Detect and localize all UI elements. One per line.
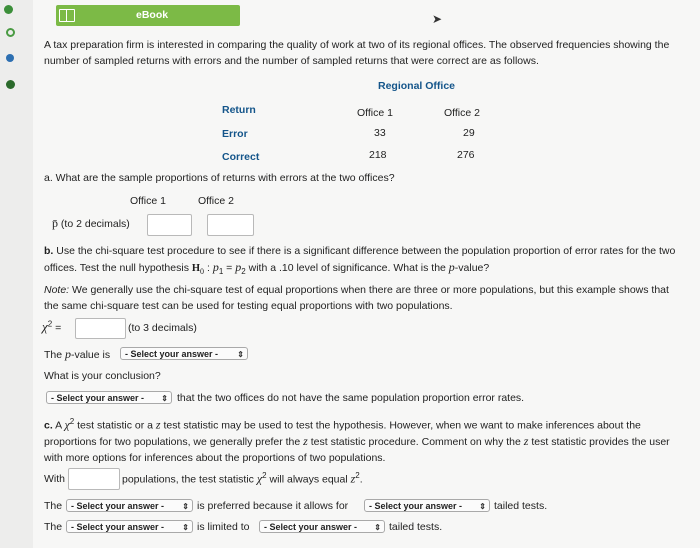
limited-tails-select[interactable]: - Select your answer - ⇕: [259, 520, 385, 533]
part-a-col1: Office 1: [130, 195, 166, 207]
populations-input[interactable]: [68, 468, 120, 490]
p-value-label: The p-value is: [44, 347, 111, 361]
conclusion-text: that the two offices do not have the same population proportion error rates.: [177, 392, 525, 404]
line2-the: The: [44, 521, 63, 533]
select-arrows-icon: ⇕: [237, 350, 244, 359]
mouse-cursor-icon: ➤: [432, 12, 443, 26]
part-b-text: b. Use the chi-square test procedure to see if there is a significant difference between the population proportion of error rates for the two offices. Test the null hypothesis $H_0$ : $p_1 = p_2$ with a .10 level of significance. What is the p-value?: [44, 245, 676, 276]
pbar-hint: (to 2 decimals): [60, 218, 130, 230]
select-arrows-icon: ⇕: [182, 502, 189, 511]
cell-correct-office-1: 218: [369, 149, 387, 161]
conclusion-question: What is your conclusion?: [44, 370, 161, 382]
book-icon: [59, 9, 75, 22]
pbar-office-2-input[interactable]: [207, 214, 254, 236]
select-arrows-icon: ⇕: [374, 523, 381, 532]
progress-dot-green: [4, 5, 13, 14]
pbar-symbol: p̄: [52, 216, 58, 230]
select-arrows-icon: ⇕: [182, 523, 189, 532]
part-a-col2: Office 2: [198, 195, 234, 207]
chi-square-label: $\chi^2$ =: [42, 319, 62, 334]
chi-square-input[interactable]: [75, 318, 126, 339]
progress-dot-green: [6, 28, 15, 37]
column-header-office-2: Office 2: [444, 107, 480, 119]
table-row-header: Return: [222, 104, 256, 116]
column-header-office-1: Office 1: [357, 107, 393, 119]
row-label-correct: Correct: [222, 151, 260, 163]
line1-the: The: [44, 500, 63, 512]
part-c-text: c. A $\chi^2$ test statistic or a z test statistic may be used to test the hypothesis. However, when we want to make inferences about the proportions for two populations, we generally prefer the z test statistic procedure. Comment on why the z test statistic provides the user with more options for inferences about the proportions of two populations.: [44, 417, 670, 464]
part-b-note: Note: We generally use the chi-square test of equal proportions when there are three or more populations, but this example shows that the same chi-square test can be used for testing equal proportions with two populations.: [44, 284, 669, 312]
intro-text: A tax preparation firm is interested in comparing the quality of work at two of its regional offices. The observed frequencies showing the number of sampled returns with errors and the number of sampled returns that were correct are as follows.: [44, 39, 670, 67]
select-arrows-icon: ⇕: [161, 394, 168, 403]
pbar-office-1-input[interactable]: [147, 214, 192, 236]
limited-test-select[interactable]: - Select your answer - ⇕: [66, 520, 193, 533]
cell-error-office-2: 29: [463, 127, 475, 139]
with-label: With: [44, 473, 65, 485]
line1-end: tailed tests.: [494, 500, 548, 512]
p-value-select[interactable]: - Select your answer - ⇕: [120, 347, 248, 360]
with-text: populations, the test statistic $\chi^2$ will always equal $z^2$.: [122, 471, 363, 486]
part-a-question: a. What are the sample proportions of returns with errors at the two offices?: [44, 172, 395, 184]
pbar-label: [52, 216, 130, 231]
chi-square-hint: (to 3 decimals): [128, 322, 197, 334]
select-arrows-icon: ⇕: [479, 502, 486, 511]
progress-dot-blue: [6, 54, 14, 62]
ebook-button[interactable]: eBook: [56, 5, 240, 26]
table-group-header: Regional Office: [378, 80, 456, 92]
preferred-test-select[interactable]: - Select your answer - ⇕: [66, 499, 193, 512]
preferred-tails-select[interactable]: - Select your answer - ⇕: [364, 499, 490, 512]
row-label-error: Error: [222, 128, 248, 140]
progress-dot-check: [6, 80, 15, 89]
cell-error-office-1: 33: [374, 127, 386, 139]
line2-end: tailed tests.: [389, 521, 443, 533]
line2-mid: is limited to: [197, 521, 250, 533]
conclusion-select[interactable]: - Select your answer - ⇕: [46, 391, 172, 404]
cell-correct-office-2: 276: [457, 149, 475, 161]
line1-mid: is preferred because it allows for: [197, 500, 349, 512]
